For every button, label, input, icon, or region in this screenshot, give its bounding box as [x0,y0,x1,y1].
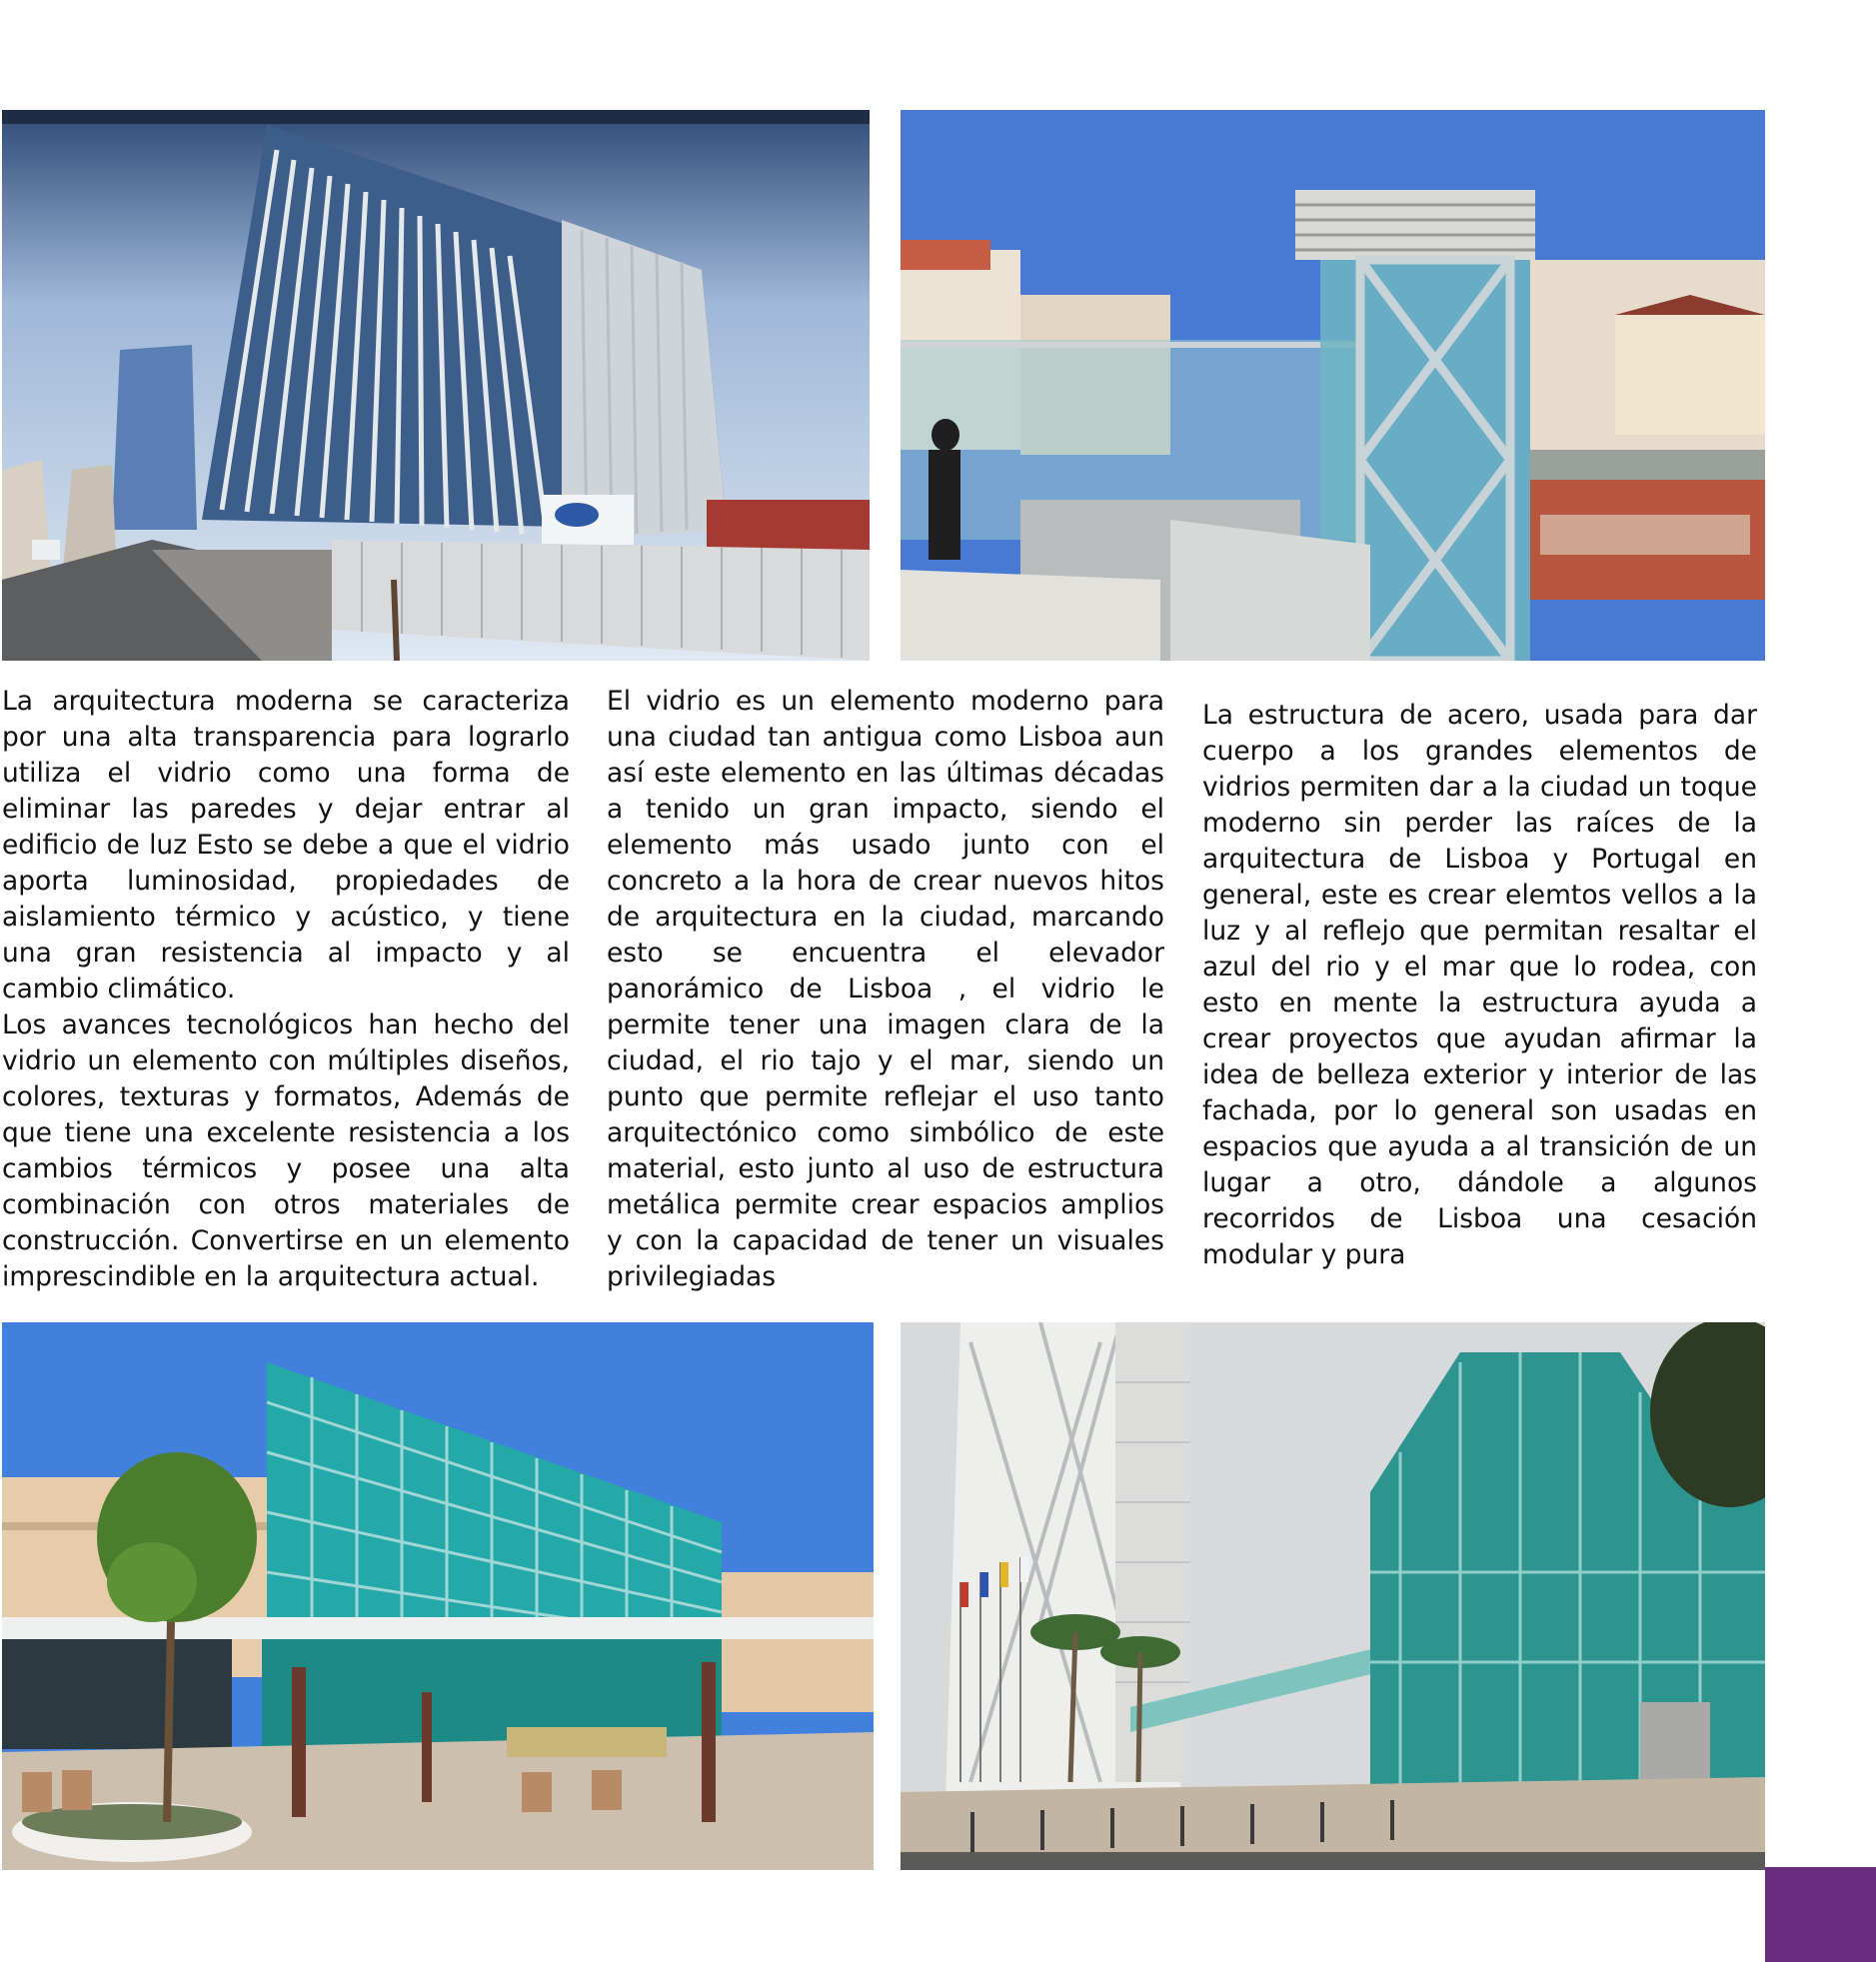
text-column-2 [607,684,1164,1295]
office-building-illustration [2,110,870,661]
paragraph-steel-structure: La estructura de acero, usada para dar cuerpo a los grandes elementos de vidrios permiten dar a la ciudad un toque moderno sin perder las raíces de la arquitectura de Lisboa y Portugal en general, este es crear elemtos vellos a la luz y al reflejo que permitan resaltar el azul del rio y el mar que lo rodea, con esto en mente la estructura ayuda a crear proyectos que ayudan afirmar la idea de belleza exterior y interior de las fachada, por lo general son usadas en espacios que ayuda a al transición de un lugar a otro, dándole a algunos recorridos de Lisboa una cesación modular y pura [1202,700,1757,1270]
panoramic-elevator-photo [901,110,1765,661]
paragraph-technological-advances: Los avances tecnológicos han hecho del vidrio un elemento con múltiples diseños, colores, texturas y formatos, Además de que tiene una excelente resistencia a los cambios térmicos y posee una alta combinación con otros materiales de construcción. Convertirse en un elemento imprescindible en la arquitectura actual. [2,1009,570,1292]
paragraph-modern-architecture: La arquitectura moderna se caracteriza por una alta transparencia para lograrlo utiliza el vidrio como una forma de eliminar las paredes y dejar entrar al edificio de luz Esto se debe a que el vidrio aporta luminosidad, propiedades de aislamiento térmico y acústico, y tiene una gran resistencia al impacto y al cambio climático. [2,686,570,1004]
tower-glass-structure-illustration [901,1322,1765,1870]
office-building-photo [2,110,870,661]
paragraph-glass-lisbon: El vidrio es un elemento moderno para una ciudad tan antigua como Lisboa aun así este elemento en las últimas décadas a tenido un gran impacto, siendo el elemento más usado junto con el concreto a la hora de crear nuevos hitos de arquitectura en la ciudad, marcando esto se encuentra el elevador panorámico de Lisboa , el vidrio le permite tener una imagen clara de la ciudad, el rio tajo y el mar, siendo un punto que permite reflejar el uso tanto arquitectónico como simbólico de este material, esto junto al uso de estructura metálica permite crear espacios amplios y con la capacidad de tener un visuales privilegiadas [607,686,1164,1292]
panoramic-elevator-illustration [901,110,1765,661]
corner-accent-block [1765,1867,1876,1962]
shopping-centre-illustration [2,1322,874,1870]
tower-glass-structure-photo [901,1322,1765,1870]
shopping-centre-photo [2,1322,874,1870]
text-column-3 [1202,698,1757,1273]
text-column-1 [2,684,570,1295]
